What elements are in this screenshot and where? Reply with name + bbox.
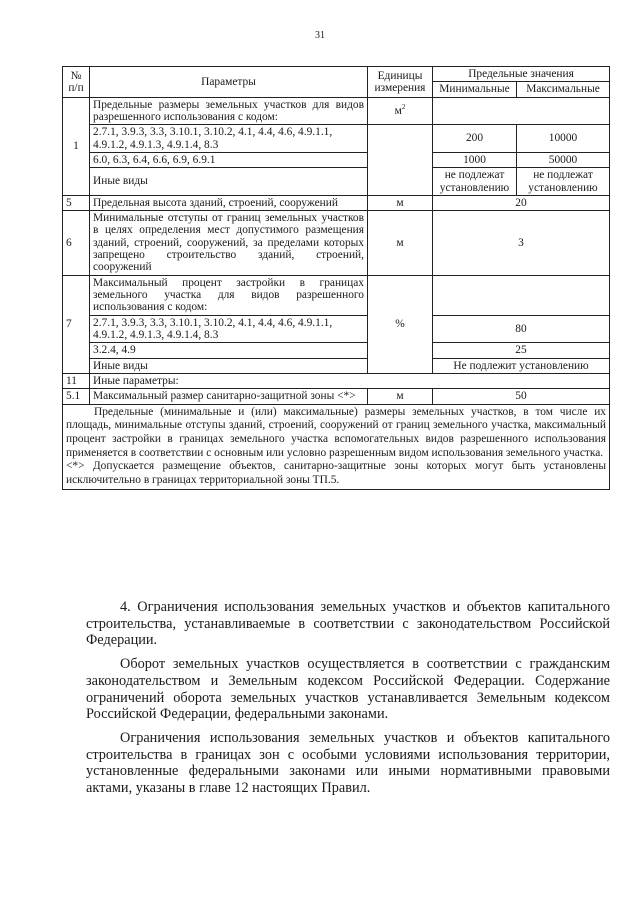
parameters-table <box>62 66 610 490</box>
value-cell: 3 <box>433 211 610 276</box>
row-num: 6 <box>63 211 90 276</box>
table-note-row <box>63 404 610 489</box>
value-cell: 20 <box>433 195 610 210</box>
param-cell: Предельные размеры земельных участков для видов разрешенного использования с кодом: <box>90 97 368 125</box>
param-cell: Максимальный размер санитарно-защитной зоны <*> <box>90 389 368 404</box>
page-number: 31 <box>315 30 325 41</box>
table-row <box>63 125 610 153</box>
unit-base: м <box>394 104 402 117</box>
value-cell: 10000 <box>517 125 610 153</box>
codes-cell: 3.2.4, 4.9 <box>90 343 368 358</box>
header-limits: Предельные значения <box>433 67 610 82</box>
value-cell: 200 <box>433 125 517 153</box>
table-row <box>63 152 610 167</box>
note-paragraph: Предельные (минимальные и (или) максимальные) размеры земельных участков, в том числе их площадь, минимальные отступы зданий, строений, сооружений от границ земельного участка, максимальный процент застройки в границах земельного участка вспомогательных видов разрешенного использования применяется в соответствии с основным или условно разрешенным видом использования земельного участка. <box>66 405 606 459</box>
header-units: Единицы измерения <box>368 67 433 98</box>
body-paragraph: Ограничения использования земельных участков и объектов капитального строительства в границах зон с особыми условиями использования территории, установленные федеральными законами или иными нормативными правовыми актами, указаны в главе 12 настоящих Правил. <box>86 730 610 797</box>
codes-cell: 6.0, 6.3, 6.4, 6.6, 6.9, 6.9.1 <box>90 152 368 167</box>
table-row <box>63 373 610 388</box>
empty-cell <box>433 275 610 315</box>
header-max: Максимальные <box>517 82 610 97</box>
note-footnote: <*> Допускается размещение объектов, санитарно-защитные зоны которых могут быть установлены исключительно в границах территориальной зоны ТП.5. <box>66 460 606 486</box>
table-row <box>63 343 610 358</box>
param-cell: Иные виды <box>90 168 368 196</box>
unit-cell: % <box>368 275 433 373</box>
value-cell: 50 <box>433 389 610 404</box>
body-paragraph: 4. Ограничения использования земельных участков и объектов капитального строительства, устанавливаемые в соответствии с законодательством Российской Федерации. <box>86 599 610 649</box>
empty-cell <box>433 97 610 125</box>
body-text <box>86 599 610 804</box>
table-row <box>63 97 610 125</box>
value-cell: 50000 <box>517 152 610 167</box>
param-cell: Предельная высота зданий, строений, сооружений <box>90 195 368 210</box>
value-cell: 80 <box>433 315 610 343</box>
row-num: 11 <box>63 373 90 388</box>
param-cell: Максимальный процент застройки в границах земельного участка для видов разрешенного использования с кодом: <box>90 275 368 315</box>
row-num: 7 <box>63 275 90 373</box>
table-row <box>63 195 610 210</box>
value-cell: 1000 <box>433 152 517 167</box>
unit-sup: 2 <box>401 102 406 111</box>
value-cell: 25 <box>433 343 610 358</box>
header-min: Минимальные <box>433 82 517 97</box>
value-cell: не подлежат установлению <box>517 168 610 196</box>
value-cell: не подлежат установлению <box>433 168 517 196</box>
row-num: 5 <box>63 195 90 210</box>
unit-cell: м <box>368 195 433 210</box>
value-cell: Не подлежит установлению <box>433 358 610 373</box>
unit-cell <box>368 97 433 125</box>
row-num: 1 <box>63 97 90 195</box>
row-num: 5.1 <box>63 389 90 404</box>
table-row <box>63 358 610 373</box>
table-row <box>63 389 610 404</box>
param-cell: Минимальные отступы от границ земельных участков в целях определения мест допустимого размещения зданий, строений, сооружений, за пределами которых запрещено строительство зданий, строений, сооружений <box>90 211 368 276</box>
table-row <box>63 275 610 315</box>
unit-cell: м <box>368 211 433 276</box>
table-row <box>63 211 610 276</box>
param-cell: Иные виды <box>90 358 368 373</box>
table-note <box>63 404 610 489</box>
codes-cell: 2.7.1, 3.9.3, 3.3, 3.10.1, 3.10.2, 4.1, 4.4, 4.6, 4.9.1.1, 4.9.1.2, 4.9.1.3, 4.9.1.4, 8.3 <box>90 125 368 153</box>
table-row <box>63 168 610 196</box>
param-cell: Иные параметры: <box>90 373 610 388</box>
table-row <box>63 315 610 343</box>
header-params: Параметры <box>90 67 368 98</box>
unit-cell: м <box>368 389 433 404</box>
header-num: № п/п <box>63 67 90 98</box>
codes-cell: 2.7.1, 3.9.3, 3.3, 3.10.1, 3.10.2, 4.1, 4.4, 4.6, 4.9.1.1, 4.9.1.2, 4.9.1.3, 4.9.1.4, 8.3 <box>90 315 368 343</box>
unit-cell-empty <box>368 125 433 196</box>
body-paragraph: Оборот земельных участков осуществляется в соответствии с гражданским законодательством и Земельным кодексом Российской Федерации. Содержание ограничений оборота земельных участков устанавливается Земельным кодексом Российской Федерации, федеральными законами. <box>86 656 610 723</box>
